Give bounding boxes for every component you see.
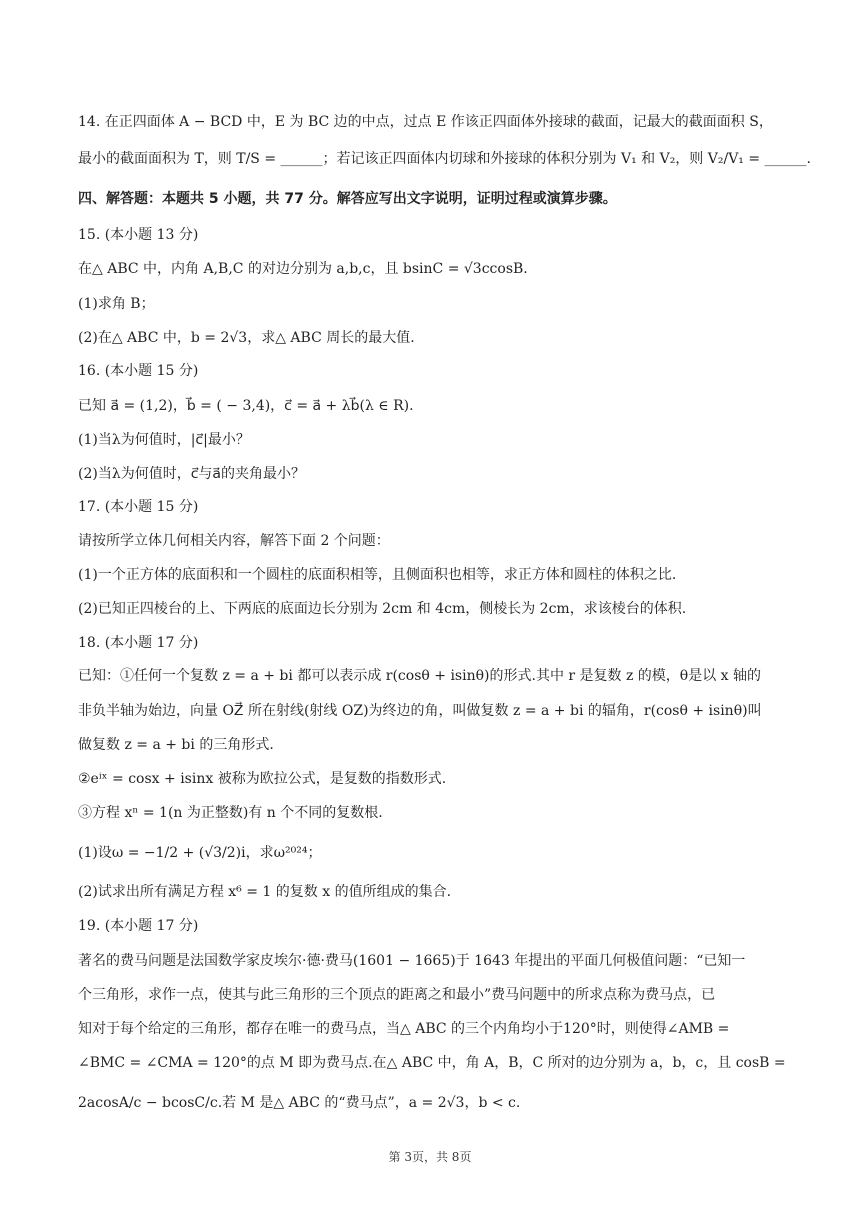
- q18-part2: (2)试求出所有满足方程 x⁶ = 1 的复数 x 的值所组成的集合.: [78, 884, 452, 900]
- q19-stem-4: ∠BMC = ∠CMA = 120°的点 M 即为费马点.在△ ABC 中，角 A，B，C 所对的边分别为 a，b，c，且 cosB =: [78, 1055, 786, 1071]
- q14-line-2: 最小的截面面积为 T，则 T/S = ______；若记该正四面体内切球和外接球的体积分别为 V₁ 和 V₂，则 V₂/V₁ = ______.: [78, 151, 812, 167]
- q16-header: 16. (本小题 15 分): [78, 363, 199, 379]
- q19-stem-5: 2acosA/c − bcosC/c.若 M 是△ ABC 的“费马点”，a = 2√3，b < c.: [78, 1095, 521, 1111]
- q16-part1: (1)当λ为何值时，|c⃗|最小？: [78, 432, 250, 448]
- q19-stem-2: 个三角形，求作一点，使其与此三角形的三个顶点的距离之和最小”费马问题中的所求点称为费马点，已: [78, 987, 716, 1003]
- q15-part2: (2)在△ ABC 中，b = 2√3，求△ ABC 周长的最大值.: [78, 330, 415, 346]
- q16-part2: (2)当λ为何值时，c⃗与a⃗的夹角最小？: [78, 466, 305, 482]
- q17-part2: (2)已知正四棱台的上、下两底的底面边长分别为 2cm 和 4cm，侧棱长为 2cm，求该棱台的体积.: [78, 601, 687, 617]
- q17-part1: (1)一个正方体的底面积和一个圆柱的底面积相等，且侧面积也相等，求正方体和圆柱的体积之比.: [78, 567, 677, 583]
- q18-header: 18. (本小题 17 分): [78, 635, 199, 651]
- q15-part1: (1)求角 B；: [78, 296, 155, 312]
- q18-stem-2: 非负半轴为始边，向量 OZ⃗ 所在射线(射线 OZ)为终边的角，叫做复数 z = a + bi 的辐角，r(cosθ + isinθ)叫: [78, 703, 762, 719]
- q14-line-1: 14. 在正四面体 A − BCD 中，E 为 BC 边的中点，过点 E 作该正四面体外接球的截面，记最大的截面面积 S，: [78, 114, 773, 130]
- q17-stem: 请按所学立体几何相关内容，解答下面 2 个问题：: [78, 533, 390, 549]
- q19-header: 19. (本小题 17 分): [78, 918, 199, 934]
- q17-header: 17. (本小题 15 分): [78, 499, 199, 515]
- q19-stem-1: 著名的费马问题是法国数学家皮埃尔·德·费马(1601 − 1665)于 1643 年提出的平面几何极值问题：“已知一: [78, 953, 746, 969]
- q18-stem-3: 做复数 z = a + bi 的三角形式.: [78, 737, 274, 753]
- q18-part1: (1)设ω = −1/2 + (√3/2)i，求ω²⁰²⁴；: [78, 845, 322, 861]
- section-heading: 四、解答题：本题共 5 小题，共 77 分。解答应写出文字说明，证明过程或演算步骤。: [78, 191, 617, 207]
- page-footer: 第 3页，共 8页: [388, 1150, 472, 1164]
- q18-stem-euler: ②eⁱˣ = cosx + isinx 被称为欧拉公式，是复数的指数形式.: [78, 771, 447, 787]
- q19-stem-3: 知对于每个给定的三角形，都存在唯一的费马点，当△ ABC 的三个内角均小于120°时，则使得∠AMB =: [78, 1021, 730, 1037]
- q18-stem-roots: ③方程 xⁿ = 1(n 为正整数)有 n 个不同的复数根.: [78, 805, 383, 821]
- q16-stem: 已知 a⃗ = (1,2)，b⃗ = ( − 3,4)，c⃗ = a⃗ + λb⃗(λ ∈ R).: [78, 398, 414, 414]
- q15-header: 15. (本小题 13 分): [78, 227, 199, 243]
- q18-stem-1: 已知：①任何一个复数 z = a + bi 都可以表示成 r(cosθ + isinθ)的形式.其中 r 是复数 z 的模，θ是以 x 轴的: [78, 668, 762, 684]
- q15-stem: 在△ ABC 中，内角 A,B,C 的对边分别为 a,b,c，且 bsinC = √3ccosB.: [78, 261, 528, 277]
